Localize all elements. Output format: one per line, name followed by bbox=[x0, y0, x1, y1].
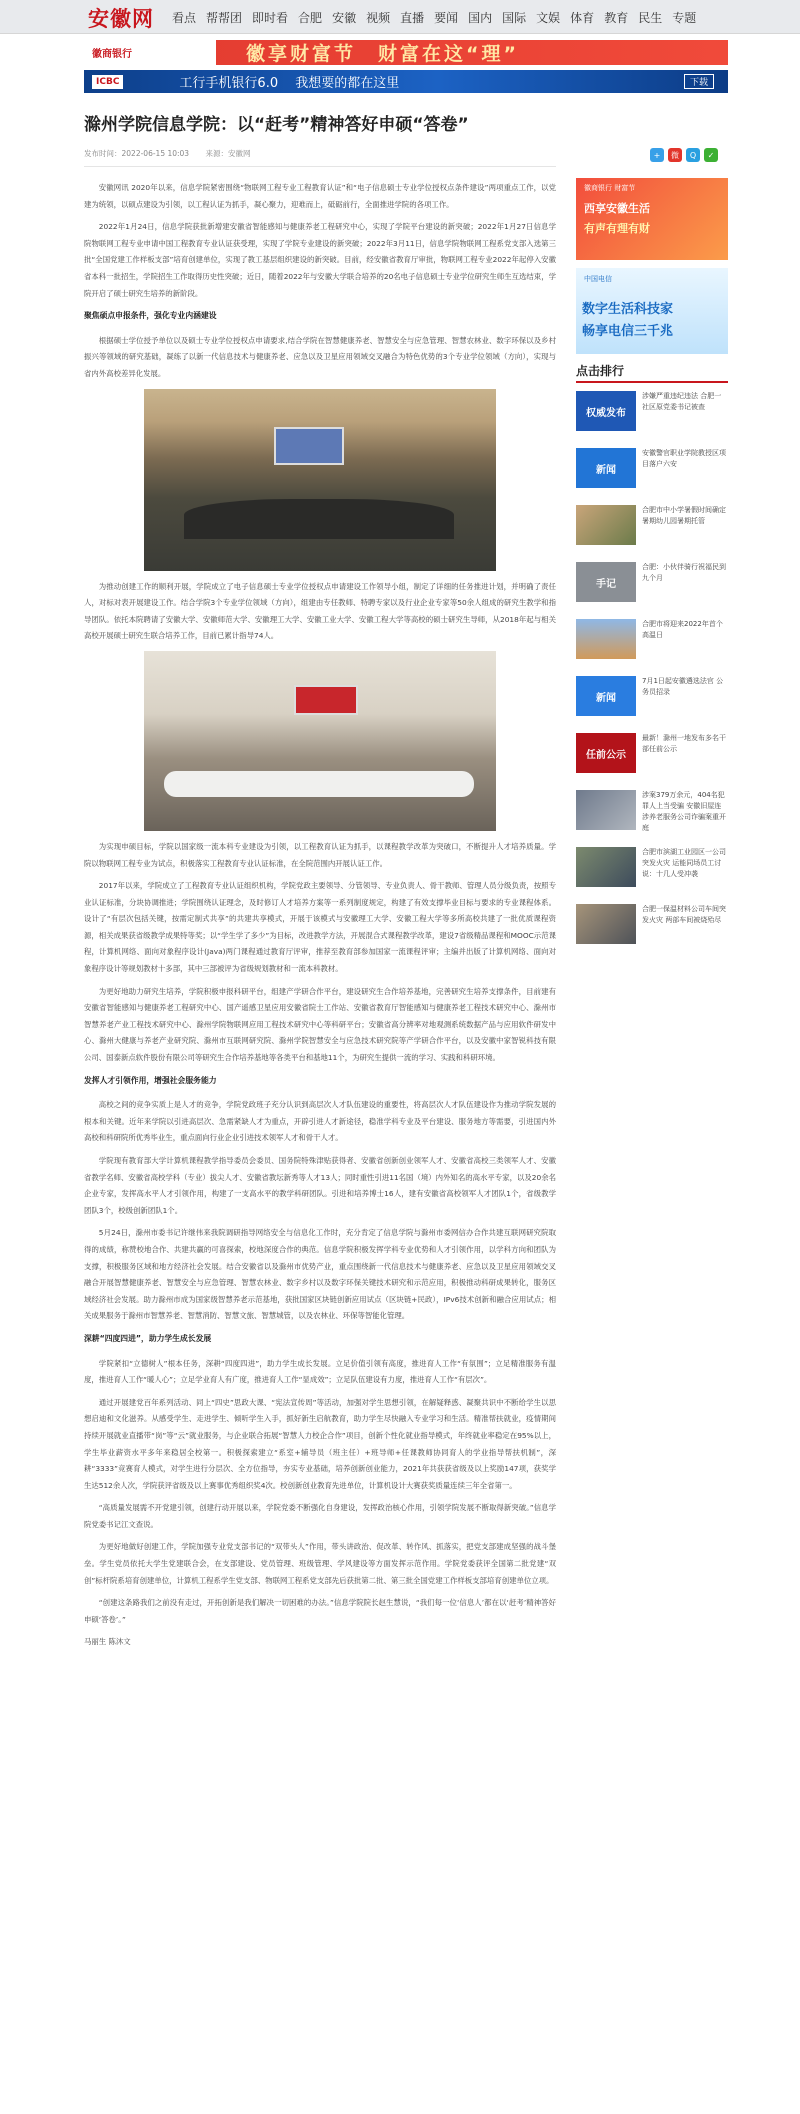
paragraph: 2017年以来，学院成立了工程教育专业认证组织机构，学院党政主要领导、分管领导、专业负责人、骨干教师、管理人员分级负责，按照专业认证标准，分块协调推进；学院围绕认证理念，及时修订人才培养方案等一系列制度规定，构建了有效支撑毕业目标与要求的专业课程体系。设计了“有层次包括关键，按需定制式共享”的共建共享模式，开展于该模式与安徽理工大学、安徽工程大学等多所高校共建了一批优质课程资源，相关成果获省级教学成果特等奖；以“学生学了多少”为目标，改进教学方法，开展混合式课程教学改革，建设7省级精品课程和MOOC示范课程，计算机网络、面向对象程序设计(Java)两门课程通过教育厅评审，推荐至教育部参加国家一流课程评审；主编并出版了计算机网络、面向对象程序设计等规划教材十多部，其中三部被评为省级规划教材和一流本科教材。 bbox=[84, 881, 556, 974]
weibo-icon[interactable]: 微 bbox=[668, 148, 682, 162]
article-source: 来源：安徽网 bbox=[205, 149, 251, 158]
bank-logo: 徽商银行 bbox=[84, 40, 216, 65]
news-thumbnail bbox=[576, 790, 636, 830]
nav-link[interactable]: 安徽 bbox=[332, 10, 357, 25]
top-nav bbox=[0, 0, 800, 34]
nav-link[interactable]: 国际 bbox=[502, 10, 527, 25]
qzone-icon[interactable]: Q bbox=[686, 148, 700, 162]
ranking-item[interactable] bbox=[576, 448, 728, 496]
paragraph: 高校之间的竞争实质上是人才的竞争，学院党政班子充分认识到高层次人才队伍建设的重要性，将高层次人才队伍建设作为推动学院发展的根本和关键。近年来学院以引进高层次、急需紧缺人才为重点，开辟引进人才新途径，稳准学科专业及平台建设、服务地方等需要，引进国内外高校和科研院所优秀毕业生，重点面向行业企业引进技术领军人才和骨干人才。 bbox=[84, 1100, 556, 1143]
icbc-logo: ICBC bbox=[92, 75, 123, 89]
ad-header: 徽商银行 财富节 bbox=[584, 184, 636, 192]
news-thumbnail bbox=[576, 847, 636, 887]
paragraph: 为推动创建工作的顺利开展，学院成立了电子信息硕士专业学位授权点申请建设工作领导小组，制定了详细的任务推进计划，并明确了责任人，对标对表开展建设工作。结合学院3个专业学位领域（方向），组建由专任教师、特聘专家以及行业企业专家等50余人组成的研究生教学和指导团队。依托本院聘请了安徽大学、安徽师范大学、安徽理工大学、安徽工业大学、安徽工程大学等高校的硕士研究生导师，从2018年起与相关高校开展硕士研究生联合培养工作，目前已累计指导74人。 bbox=[84, 581, 556, 641]
ranking-item-text[interactable]: 合肥市将迎来2022年首个高温日 bbox=[642, 620, 723, 639]
publish-time: 发布时间：2022-06-15 10:03 bbox=[84, 149, 190, 158]
ranking-item-text[interactable]: 安徽警官职业学院教授区项目落户六安 bbox=[642, 449, 726, 468]
nav-link[interactable]: 教育 bbox=[604, 10, 629, 25]
ranking-item-text[interactable]: 涉案379万余元，404名犯罪人上当受骗 安徽旧屋连涉养老服务公司诈骗案重开庭 bbox=[642, 791, 726, 832]
article-title: 滁州学院信息学院：以“赶考”精神答好申硕“答卷” bbox=[84, 115, 469, 135]
news-thumbnail: 新闻 bbox=[576, 676, 636, 716]
ad-header: 中国电信 bbox=[584, 275, 612, 283]
nav-link[interactable]: 文娱 bbox=[536, 10, 561, 25]
ad-line: 有声有理有财 bbox=[584, 222, 650, 235]
sidebar bbox=[576, 178, 728, 961]
paragraph: 为实现申硕目标，学院以国家级一流本科专业建设为引领，以工程教育认证为抓手，以课程教学改革为突破口，不断提升人才培养质量。学院以物联网工程专业为试点，积极落实工程教育专业认证标准，在全院范围内开展认证工作。 bbox=[84, 841, 556, 868]
banner-slogan: 徽享财富节 财富在这“理” bbox=[246, 43, 519, 65]
article-meta bbox=[84, 148, 264, 159]
nav-link[interactable]: 直播 bbox=[400, 10, 425, 25]
nav-link[interactable]: 看点 bbox=[172, 10, 197, 25]
ad-line: 数字生活科技家 bbox=[582, 302, 674, 317]
section-heading: 聚焦硕点申报条件，强化专业内涵建设 bbox=[84, 311, 217, 321]
nav-link[interactable]: 专题 bbox=[672, 10, 697, 25]
ranking-item[interactable] bbox=[576, 676, 728, 724]
news-thumbnail: 手记 bbox=[576, 562, 636, 602]
ranking-item-text[interactable]: 合肥市中小学暑假时间确定 暑期幼儿园暑期托管 bbox=[642, 506, 726, 525]
nav-link[interactable]: 视频 bbox=[366, 10, 391, 25]
ranking-item[interactable] bbox=[576, 847, 728, 895]
ranking-item[interactable] bbox=[576, 562, 728, 610]
news-thumbnail bbox=[576, 904, 636, 944]
article-author: 马丽生 陈沐文 bbox=[84, 1637, 131, 1647]
news-thumbnail: 任前公示 bbox=[576, 733, 636, 773]
divider bbox=[84, 166, 556, 167]
icbc-ad-banner[interactable] bbox=[84, 70, 728, 93]
news-thumbnail: 新闻 bbox=[576, 448, 636, 488]
news-thumbnail bbox=[576, 505, 636, 545]
ranking-item-text[interactable]: 涉嫌严重违纪违法 合肥一社区原党委书记被查 bbox=[642, 392, 722, 411]
paragraph: “高质量发展需不开党建引领，创建行动开展以来，学院党委不断强化自身建设，发挥政治核心作用，引领学院发展不断取得新突破。”信息学院党委书记江文查说。 bbox=[84, 1503, 556, 1529]
ranking-item-text[interactable]: 合肥市滨湖工业园区一公司突发火灾 运能同场员工讨说：十几人受冲袭 bbox=[642, 848, 726, 878]
ranking-underline bbox=[576, 381, 728, 383]
banner-screen bbox=[294, 685, 358, 715]
ranking-title: 点击排行 bbox=[576, 364, 625, 378]
nav-link[interactable]: 要闻 bbox=[434, 10, 459, 25]
nav-link[interactable]: 合肥 bbox=[298, 10, 323, 25]
paragraph: 通过开展建党百年系列活动、同上“四史”思政大课、“宪法宣传周”等活动，加强对学生思想引领，在解疑释惑、凝聚共识中不断给学生以思想启迪和文化滋养。从感受学生、走进学生、倾听学生入手，抓好新生启航教育，助力学生尽快融入专业学习和生活。精准帮扶就业，疫情期间持续开展就业直播带“岗”等“云”就业服务，与企业联合拓展“智慧人力校企合作”项目，创新个性化就业指导模式，年终就业率稳定在95%以上，学生毕业薪资水平多年来稳居全校第一。积极探索建立“系室+辅导员（班主任）+班导师+任课教师协同育人的学业指导帮扶机制”，深耕“3333”竞赛育人模式，对学生进行分层次、全方位指导，夯实专业基础，培养创新创业能力，2021年共获获省级及以上奖励147项，获奖学生达512余人次，学院获评省级及以上赛事优秀组织奖4次。校创新创业教育先进单位，计算机设计大赛获奖质量连续三年全省第一。 bbox=[84, 1397, 556, 1490]
nav-links bbox=[172, 0, 701, 34]
ranking-item-text[interactable]: 合肥：小伙伴骑行祝福民到九个月 bbox=[642, 563, 726, 582]
nav-link[interactable]: 即时看 bbox=[252, 10, 289, 25]
paragraph: 安徽网讯 2020年以来，信息学院紧密围绕“物联网工程专业工程教育认证”和“电子信息硕士专业学位授权点条件建设”两项重点工作，以党建为统领，以硕点建设为引领，以工程认证为抓手，凝心聚力，迎难而上，砥砺前行，全面推进学院的各项工作。 bbox=[84, 183, 556, 209]
ranking-item[interactable] bbox=[576, 790, 728, 838]
section-heading: 深耕“四度四进”，助力学生成长发展 bbox=[84, 1333, 212, 1343]
nav-link[interactable]: 体育 bbox=[570, 10, 595, 25]
news-thumbnail: 权威发布 bbox=[576, 391, 636, 431]
conference-table bbox=[184, 499, 454, 539]
ranking-item[interactable] bbox=[576, 619, 728, 667]
paragraph: 学院现有教育部大学计算机课程教学指导委员会委员、国务院特殊津贴获得者、安徽省创新创业领军人才、安徽省高校三类领军人才、安徽省教学名师、安徽省高校学科（专业）拔尖人才、安徽省教坛新秀等人才13人；同时重性引进11名国（境）内外知名的高水平专家，以及20余名企业专家，发挥高水平人才引领作用，构建了一支高水平的教学科研团队。引进和培养博士16人，建有安徽省高校领军人才团队1个，省级教学团队3个，校级创新团队1个。 bbox=[84, 1156, 556, 1215]
ranking-item[interactable] bbox=[576, 391, 728, 439]
share-plus-icon[interactable]: + bbox=[650, 148, 664, 162]
news-thumbnail bbox=[576, 619, 636, 659]
ranking-item-text[interactable]: 合肥一保温材料公司车间突发火灾 两部车间被烧殆尽 bbox=[642, 905, 726, 924]
meeting-photo bbox=[144, 389, 496, 571]
ranking-item[interactable] bbox=[576, 904, 728, 952]
article-body bbox=[84, 180, 556, 1657]
meeting-photo bbox=[144, 651, 496, 831]
paragraph: 2022年1月24日，信息学院获批新增建安徽省智能感知与健康养老工程研究中心，实现了学院平台建设的新突破；2022年1月27日信息学院物联网工程专业申请中国工程教育专业认证获受理，实现了学院专业建设的新突破；2022年3月11日，信息学院物联网工程系党支部入选第三批“全国党建工作样板支部”培育创建单位，实现了教工基层组织建设的新突破。目前，经安徽省教育厅审批，物联网工程专业2022年起停入安徽省本科一批招生，学院招生工作取得历史性突破；近日，随着2022年与安徽大学联合培养的20名电子信息硕士专业学位研究生师生互选结束，学院开启了硕士研究生培养的新阶段。 bbox=[84, 222, 556, 298]
projection-screen bbox=[274, 427, 344, 465]
sidebar-ad-bank[interactable] bbox=[576, 178, 728, 260]
nav-link[interactable]: 帮帮团 bbox=[206, 10, 243, 25]
sidebar-ad-telecom[interactable] bbox=[576, 268, 728, 354]
nav-link[interactable]: 民生 bbox=[638, 10, 663, 25]
share-bar bbox=[650, 148, 718, 162]
paragraph: 学院紧扣“立德树人”根本任务，深耕“四度四进”，助力学生成长发展。立足价值引领有高度，推进育人工作“有氛围”；立足精准服务有温度，推进育人工作“暖人心”；立足学业育人有广度，推进育人工作“显成效”；立足队伍建设有力度，推进育人工作“有层次”。 bbox=[84, 1358, 556, 1385]
ranking-item-text[interactable]: 最新！滁州一地发布多名干部任前公示 bbox=[642, 734, 726, 753]
section-heading: 发挥人才引领作用，增强社会服务能力 bbox=[84, 1075, 217, 1085]
nav-link[interactable]: 国内 bbox=[468, 10, 493, 25]
ranking-item-text[interactable]: 7月1日起安徽遴选法官 公务员招录 bbox=[642, 677, 724, 696]
paragraph: 为更好地助力研究生培养，学院积极申报科研平台，组建产学研合作平台，建设研究生合作培养基地，完善研究生培养支撑条件，目前建有安徽省智能感知与健康养老工程研究中心、国产遥感卫星应用安徽省院士工作站、安徽省教育厅智能感知与健康养老工程技术研究中心、滁州市智慧养老产业工程技术研究中心、滁州学院物联网应用工程技术研究中心等科研平台；安徽省高分辨率对地观测系统数据产品与应用软件研发中心、滁州大健康与养老产业研究院、滁州市互联网研究院、滁州学院智慧安全与应急技术研究院等产学研合作平台，以及安徽中家智锐科技有限公司、国泰新点软件股份有限公司等研究生合作培养基地等各类平台和基地11个，为研究生提供一流的学习、实践和科研环境。 bbox=[84, 986, 556, 1063]
bank-ad-banner[interactable] bbox=[84, 40, 728, 65]
paragraph: 5月24日，滁州市委书记许继伟来我院调研指导网络安全与信息化工作时，充分肯定了信息学院与滁州市委网信办合作共建互联网研究院取得的成绩，称赞校地合作、共建共赢的可喜探索，校地深度合作的典范。信息学院积极发挥学科专业优势和人才引领作用，以学科方向和团队为支撑，积极服务区域和地方经济社会发展。结合安徽省以及滁州市优势产业，重点围绕新一代信息技术与健康养老、应急以及卫星应用领域交叉融合开展智慧健康养老、智慧安全与应急管理、智慧农林业、数字乡村以及数字环保关键技术研究和示范应用，积极推动科研成果转化，服务区域经济社会发展。助力滁州市成为国家级智慧养老示范基地，获批国家区块链创新应用试点（区块链+民政），IPv6技术创新和融合应用试点；相关成果服务于滁州市智慧养老、智慧消防、智慧文旅、智慧城管，以及农林业、环保等智能化管理。 bbox=[84, 1228, 556, 1321]
banner-text: 工行手机银行6.0 我想要的都在这里 bbox=[179, 76, 400, 91]
download-badge[interactable]: 下载 bbox=[684, 74, 714, 89]
wechat-icon[interactable]: ✓ bbox=[704, 148, 718, 162]
ranking-item[interactable] bbox=[576, 505, 728, 553]
ranking-item[interactable] bbox=[576, 733, 728, 781]
paragraph: 根据硕士学位授予单位以及硕士专业学位授权点申请要求,结合学院在智慧健康养老、智慧安全与应急管理、智慧农林业、数字环保以及乡村振兴等领域的研究基础，凝练了以新一代信息技术与健康养老、应急以及卫星应用领域交叉融合为特色优势的3个专业学位领域（方向），实现与省内外高校差异化发展。 bbox=[84, 335, 556, 378]
paragraph: “创建这条路我们之前没有走过，开拓创新是我们解决一切困难的办法。”信息学院院长赵生慧说，“我们每一位‘信息人’都在以‘赶考’精神答好申硕‘答卷’。” bbox=[84, 1598, 556, 1624]
ad-line: 西享安徽生活 bbox=[584, 202, 650, 215]
conference-table bbox=[164, 771, 474, 797]
paragraph: 为更好地做好创建工作，学院加强专业党支部书记的“双带头人”作用，带头讲政治、促改革、转作风、抓落实，把党支部建成坚强的战斗堡垒。学生党员依托大学生党建联合会，在支部建设、党员管理、班级管理、学风建设等方面发挥示范作用。学院党委获评全国第二批党建“双创”标杆院系培育创建单位，计算机工程系学生党支部、物联网工程系党支部先后获批第二批、第三批全国党建工作样板支部培育创建单位立项。 bbox=[84, 1542, 556, 1585]
site-logo[interactable]: 安徽网 bbox=[88, 6, 154, 31]
ad-line: 畅享电信三千兆 bbox=[582, 324, 674, 339]
